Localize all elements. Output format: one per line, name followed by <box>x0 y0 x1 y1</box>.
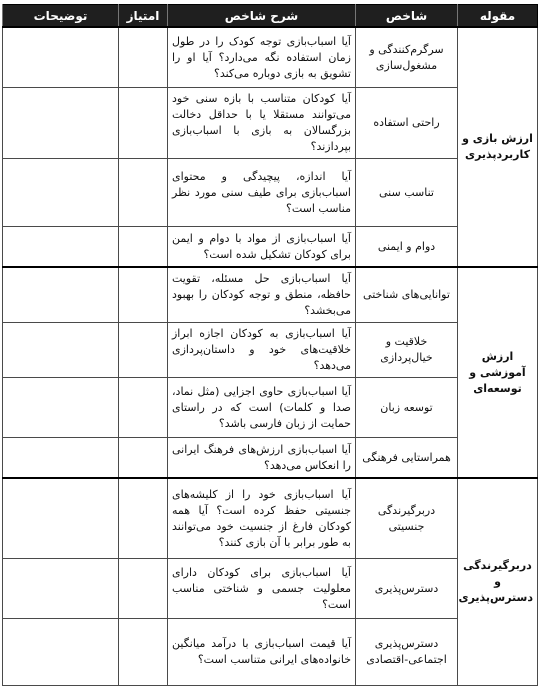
table-row <box>3 619 538 686</box>
table-row <box>3 559 538 619</box>
notes-cell[interactable] <box>3 267 119 323</box>
criterion-cell: دربرگیرندگی جنسیتی <box>356 478 458 559</box>
notes-cell[interactable] <box>3 88 119 159</box>
score-cell[interactable] <box>119 478 168 559</box>
notes-cell[interactable] <box>3 619 119 686</box>
description-cell: آیا اسباب‌بازی حاوی اجزایی (مثل نماد، صدا و کلمات) است که در راستای حمایت از زبان فارسی باشد؟ <box>168 378 356 438</box>
score-cell[interactable] <box>119 438 168 479</box>
notes-cell[interactable] <box>3 378 119 438</box>
description-cell: آیا اسباب‌بازی توجه کودک را در طول زمان استفاده نگه می‌دارد؟ آیا او را تشویق به بازی دوباره می‌کند؟ <box>168 27 356 88</box>
notes-cell[interactable] <box>3 27 119 88</box>
group-title: ارزش بازی و کاربردپذیری <box>458 27 538 267</box>
criterion-cell: توانایی‌های شناختی <box>356 267 458 323</box>
notes-cell[interactable] <box>3 478 119 559</box>
score-cell[interactable] <box>119 227 168 268</box>
criterion-cell: راحتی استفاده <box>356 88 458 159</box>
notes-cell[interactable] <box>3 227 119 268</box>
score-cell[interactable] <box>119 88 168 159</box>
criterion-cell: توسعه زبان <box>356 378 458 438</box>
table-row <box>3 438 538 479</box>
criterion-cell: همراستایی فرهنگی <box>356 438 458 479</box>
table-row <box>3 27 538 88</box>
rubric-table <box>2 4 538 686</box>
criterion-cell: خلاقیت و خیال‌پردازی <box>356 323 458 378</box>
table-row <box>3 378 538 438</box>
header-axis: مقوله <box>458 5 538 28</box>
header-notes: توضیحات <box>3 5 119 28</box>
notes-cell[interactable] <box>3 323 119 378</box>
header-criterion: شاخص <box>356 5 458 28</box>
description-cell: آیا کودکان متناسب با بازه سنی خود می‌توانند مستقلا یا با حداقل دخالت بزرگسالان به بازی با اسباب‌بازی بپردازند؟ <box>168 88 356 159</box>
score-cell[interactable] <box>119 323 168 378</box>
description-cell: آیا اسباب‌بازی از مواد با دوام و ایمن برای کودکان تشکیل شده است؟ <box>168 227 356 268</box>
score-cell[interactable] <box>119 159 168 227</box>
description-cell: آیا اندازه، پیچیدگی و محتوای اسباب‌بازی برای طیف سنی مورد نظر مناسب است؟ <box>168 159 356 227</box>
criterion-cell: دسترس‌پذیری اجتماعی-اقتصادی <box>356 619 458 686</box>
criterion-cell: دوام و ایمنی <box>356 227 458 268</box>
notes-cell[interactable] <box>3 159 119 227</box>
table-row <box>3 88 538 159</box>
score-cell[interactable] <box>119 267 168 323</box>
score-cell[interactable] <box>119 619 168 686</box>
criterion-cell: تناسب سنی <box>356 159 458 227</box>
description-cell: آیا اسباب‌بازی ارزش‌های فرهنگ ایرانی را انعکاس می‌دهد؟ <box>168 438 356 479</box>
header-score: امتیاز <box>119 5 168 28</box>
score-cell[interactable] <box>119 559 168 619</box>
table-row <box>3 227 538 268</box>
description-cell: آیا اسباب‌بازی به کودکان اجازه ابراز خلاقیت‌های خود و داستان‌پردازی می‌دهد؟ <box>168 323 356 378</box>
description-cell: آیا اسباب‌بازی خود را از کلیشه‌های جنسیتی حفظ کرده است؟ آیا همه کودکان فارغ از جنسیت خود می‌توانند به طور برابر با آن بازی کنند؟ <box>168 478 356 559</box>
notes-cell[interactable] <box>3 438 119 479</box>
table-row <box>3 267 538 323</box>
score-cell[interactable] <box>119 378 168 438</box>
table-row <box>3 159 538 227</box>
description-cell: آیا قیمت اسباب‌بازی با درآمد میانگین خانواده‌های ایرانی متناسب است؟ <box>168 619 356 686</box>
criterion-cell: سرگرم‌کنندگی و مشغول‌سازی <box>356 27 458 88</box>
table-row <box>3 323 538 378</box>
header-description: شرح شاخص <box>168 5 356 28</box>
description-cell: آیا اسباب‌بازی حل مسئله، تقویت حافظه، منطق و توجه کودکان را بهبود می‌بخشد؟ <box>168 267 356 323</box>
table-row <box>3 478 538 559</box>
criterion-cell: دسترس‌پذیری <box>356 559 458 619</box>
group-title: دربرگیرندگی و دسترس‌پذیری <box>458 478 538 686</box>
score-cell[interactable] <box>119 27 168 88</box>
group-title: ارزش آموزشی و توسعه‌ای <box>458 267 538 478</box>
description-cell: آیا اسباب‌بازی برای کودکان دارای معلولیت جسمی و شناختی مناسب است؟ <box>168 559 356 619</box>
header-row <box>3 5 538 28</box>
notes-cell[interactable] <box>3 559 119 619</box>
